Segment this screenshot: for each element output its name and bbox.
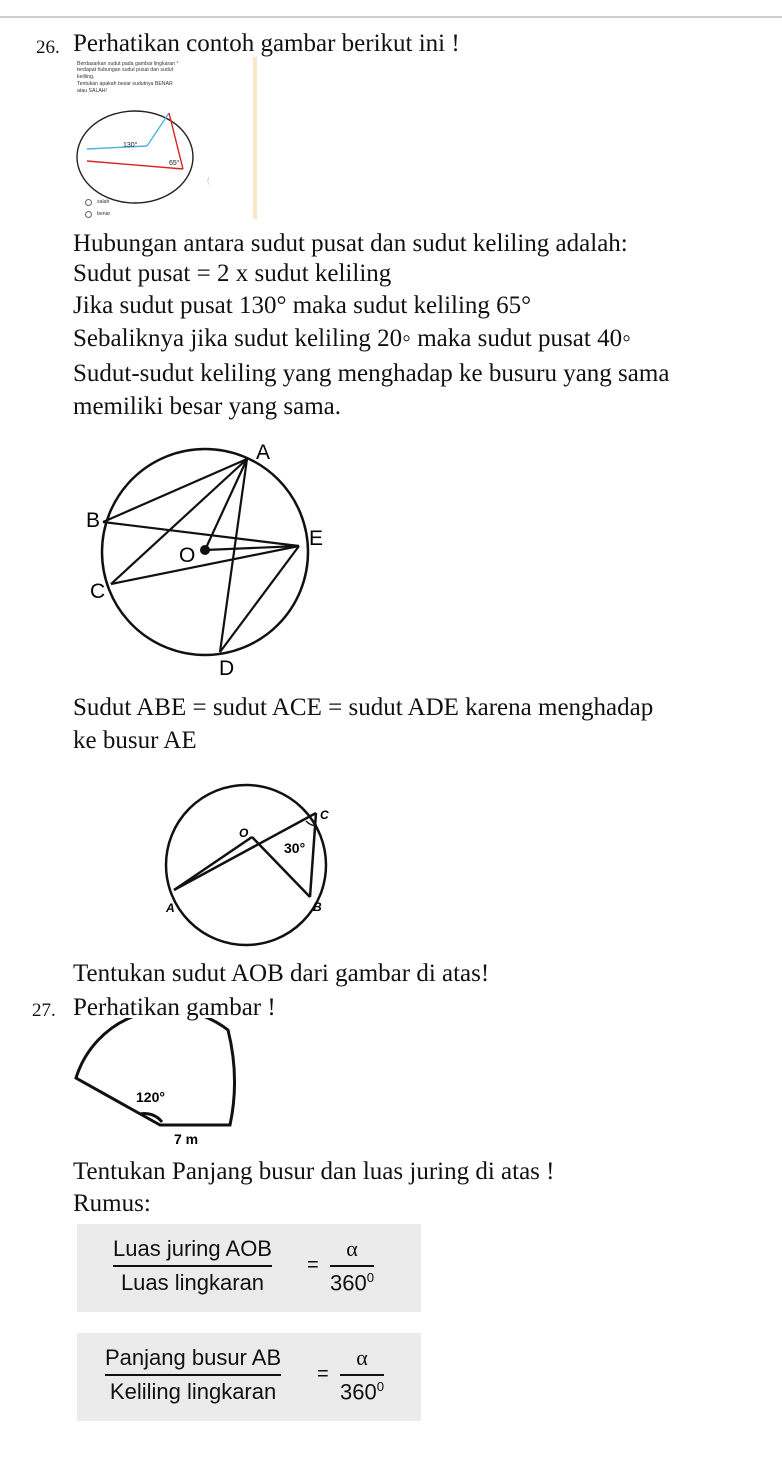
label-A: A	[256, 441, 271, 464]
radio-benar[interactable]	[85, 211, 92, 218]
formula-arc-360: 360	[340, 1379, 377, 1405]
label-C: C	[90, 580, 106, 603]
question-number-26: 26.	[36, 37, 60, 58]
circle-figure-abcde	[75, 432, 355, 682]
fraction-arc-left	[105, 1345, 281, 1405]
label-O2: O	[239, 826, 249, 840]
required-star: *	[176, 61, 179, 67]
paragraph-arc-ae: ke busur AE	[73, 727, 197, 754]
paragraph-same-arc-1: Sudut-sudut keliling yang menghadap ke busuru yang sama	[73, 360, 670, 387]
paragraph-example2: Sebaliknya jika sudut keliling 20◦ maka sudut pusat 40◦	[73, 325, 631, 352]
paragraph-rumus: Rumus:	[73, 1190, 151, 1217]
label-C2: C	[320, 808, 329, 822]
formula-arc-numerator: Panjang busur AB	[105, 1345, 282, 1370]
top-divider	[0, 16, 782, 18]
fraction-arc-right	[340, 1345, 384, 1405]
option-salah-label: salah	[97, 199, 110, 205]
thumb-text-2: terdapat hubungan sudut pusat dan sudut	[77, 67, 174, 73]
formula-arc-alpha: α	[356, 1345, 368, 1370]
formula-area-denominator: Luas lingkaran	[120, 1270, 265, 1295]
label-E: E	[309, 527, 324, 550]
question-number-27: 27.	[32, 1000, 56, 1021]
sector-radius: 7 m	[174, 1131, 199, 1147]
paragraph-example1: Jika sudut pusat 130° maka sudut keliling 65°	[73, 292, 532, 319]
thumb-angle-130: 130°	[123, 142, 138, 149]
circle-figure-aob	[160, 775, 350, 955]
paragraph-same-arc-2: memiliki besar yang sama.	[73, 393, 341, 420]
fraction-area-left	[113, 1236, 272, 1296]
paragraph-find-arc-area: Tentukan Panjang busur dan luas juring di atas !	[73, 1158, 555, 1185]
paragraph-find-aob: Tentukan sudut AOB dari gambar di atas!	[73, 960, 490, 987]
sector-figure	[68, 1018, 248, 1148]
radio-salah[interactable]	[85, 199, 92, 206]
formula-area-alpha: α	[346, 1236, 358, 1261]
paragraph-angles-equal: Sudut ABE = sudut ACE = sudut ADE karena menghadap	[73, 694, 654, 721]
formula-box-area: Luas juring AOB Luas lingkaran = α $360^0$	[77, 1224, 421, 1312]
fraction-area-right	[330, 1236, 374, 1296]
svg-text:(: (	[207, 176, 210, 185]
option-benar-label: benar	[97, 211, 111, 217]
label-B: B	[86, 509, 101, 532]
formula-arc-denominator: Keliling lingkaran	[109, 1379, 277, 1404]
angle-30: 30°	[284, 840, 306, 856]
label-O: O	[179, 544, 196, 567]
sector-angle: 120°	[136, 1089, 165, 1105]
thumb-text-1: Berdasarkan sudut pada gambar lingkaran	[77, 61, 176, 67]
thumb-text-5: atau SALAH!	[77, 88, 107, 94]
thumb-text-4: Tentukan apakah besar sudutnya BENAR	[77, 81, 173, 87]
formula-area-360: 360	[330, 1270, 367, 1296]
paragraph-relation: Hubungan antara sudut pusat dan sudut keliling adalah:	[73, 230, 628, 257]
label-A2: A	[166, 901, 175, 915]
thumb-circle-figure	[73, 95, 249, 205]
example-thumbnail	[73, 57, 257, 219]
label-B2: B	[313, 900, 322, 914]
formula-area-numerator: Luas juring AOB	[113, 1236, 272, 1261]
question-title-26: Perhatikan contoh gambar berikut ini !	[73, 30, 460, 57]
formula-area-degree-sup: 0	[366, 1270, 375, 1285]
thumb-angle-65: 65°	[169, 160, 180, 167]
label-D: D	[219, 657, 235, 680]
thumb-text-3: keliling.	[77, 74, 95, 80]
formula-box-arc: Panjang busur AB Keliling lingkaran = α $360^0$	[77, 1333, 421, 1421]
formula-arc-degree-sup: 0	[376, 1379, 385, 1394]
paragraph-rule: Sudut pusat = 2 x sudut keliling	[73, 260, 392, 287]
question-title-27: Perhatikan gambar !	[73, 994, 276, 1021]
